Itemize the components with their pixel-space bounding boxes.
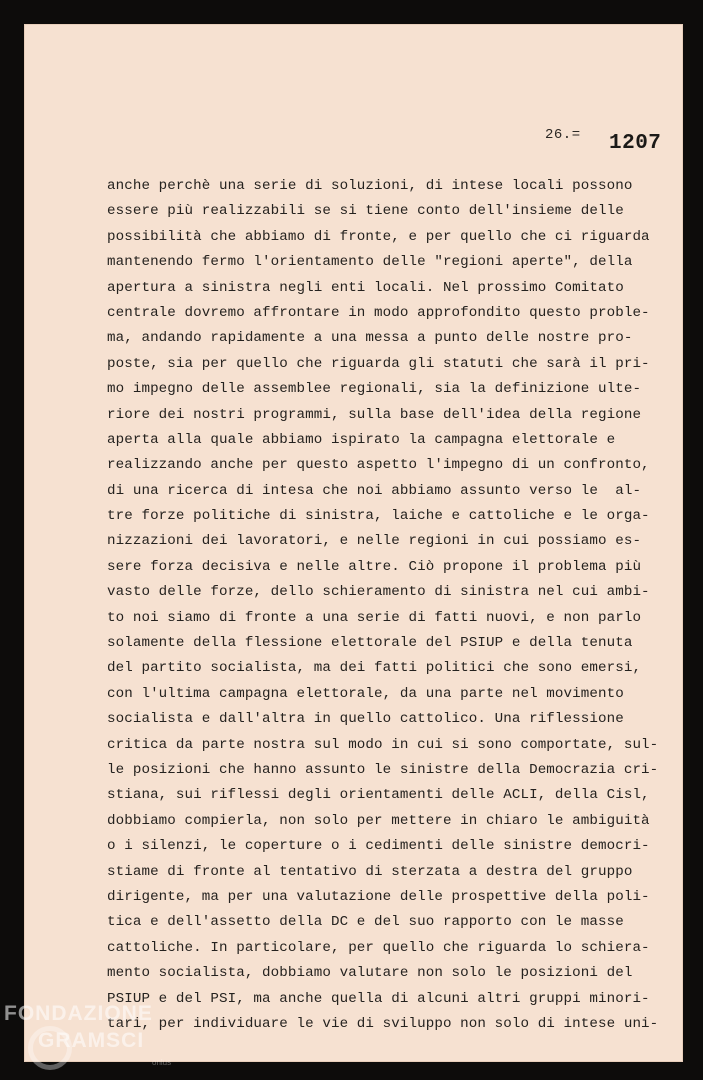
text-line: aperta alla quale abbiamo ispirato la campagna elettorale e	[107, 431, 616, 448]
text-line: di una ricerca di intesa che noi abbiamo assunto verso le al-	[107, 482, 642, 499]
watermark-line-2: GRAMSCI	[38, 1029, 145, 1052]
watermark-line-1: FONDAZIONE	[4, 1002, 153, 1025]
text-line: realizzando anche per questo aspetto l'impegno di un confronto,	[107, 457, 650, 474]
text-line: poste, sia per quello che riguarda gli statuti che sarà il pri-	[107, 355, 650, 372]
text-line: con l'ultima campagna elettorale, da una parte nel movimento	[107, 685, 624, 702]
text-line: possibilità che abbiamo di fronte, e per quello che ci riguarda	[107, 228, 650, 245]
text-line: critica da parte nostra sul modo in cui si sono comportate, sul-	[107, 736, 659, 753]
archive-stamp-number: 1207	[609, 132, 662, 155]
text-line: socialista e dall'altra in quello cattolico. Una riflessione	[107, 711, 624, 728]
watermark-small-text: onlus	[152, 1058, 172, 1067]
text-line: dirigente, ma per una valutazione delle prospettive della poli-	[107, 888, 650, 905]
text-line: anche perchè una serie di soluzioni, di intese locali possono	[107, 178, 633, 194]
text-line: tari, per individuare le vie di sviluppo non solo di intese uni-	[107, 1015, 659, 1032]
text-line: centrale dovremo affrontare in modo approfondito questo proble-	[107, 304, 650, 321]
text-line: mento socialista, dobbiamo valutare non solo le posizioni del	[107, 965, 633, 982]
text-line: cattoliche. In particolare, per quello che riguarda lo schiera-	[107, 939, 650, 956]
text-line: vasto delle forze, dello schieramento di sinistra nel cui ambi-	[107, 584, 650, 601]
fondazione-gramsci-watermark	[4, 1002, 204, 1074]
text-line: PSIUP e del PSI, ma anche quella di alcuni altri gruppi minori-	[107, 990, 650, 1007]
text-line: sere forza decisiva e nelle altre. Ciò propone il problema più	[107, 558, 642, 575]
text-line: nizzazioni dei lavoratori, e nelle regioni in cui possiamo es-	[107, 533, 642, 550]
text-line: apertura a sinistra negli enti locali. Nel prossimo Comitato	[107, 279, 624, 296]
text-line: ma, andando rapidamente a una messa a punto delle nostre pro-	[107, 330, 633, 347]
text-line: del partito socialista, ma dei fatti politici che sono emersi,	[107, 660, 642, 677]
document-page	[24, 24, 683, 1062]
text-line: tica e dell'assetto della DC e del suo rapporto con le masse	[107, 914, 624, 931]
text-line: riore dei nostri programmi, sulla base dell'idea della regione	[107, 406, 642, 423]
typed-body-text	[107, 174, 667, 1037]
text-line: solamente della flessione elettorale del PSIUP e della tenuta	[107, 635, 633, 652]
text-line: dobbiamo compierla, non solo per mettere in chiaro le ambiguità	[107, 812, 650, 829]
text-line: o i silenzi, le coperture o i cedimenti delle sinistre democri-	[107, 838, 650, 855]
text-line: stiana, sui riflessi degli orientamenti delle ACLI, della Cisl,	[107, 787, 650, 804]
text-line: le posizioni che hanno assunto le sinistre della Democrazia cri-	[107, 761, 659, 778]
text-line: to noi siamo di fronte a una serie di fatti nuovi, e non parlo	[107, 609, 642, 626]
text-line: stiame di fronte al tentativo di sterzata a destra del gruppo	[107, 863, 633, 880]
text-line: mo impegno delle assemblee regionali, sia la definizione ulte-	[107, 381, 642, 398]
text-line: tre forze politiche di sinistra, laiche e cattoliche e le orga-	[107, 508, 650, 525]
text-line: essere più realizzabili se si tiene conto dell'insieme delle	[107, 203, 624, 220]
text-line: mantenendo fermo l'orientamento delle "regioni aperte", della	[107, 254, 633, 271]
page-number: 26.=	[545, 127, 581, 143]
